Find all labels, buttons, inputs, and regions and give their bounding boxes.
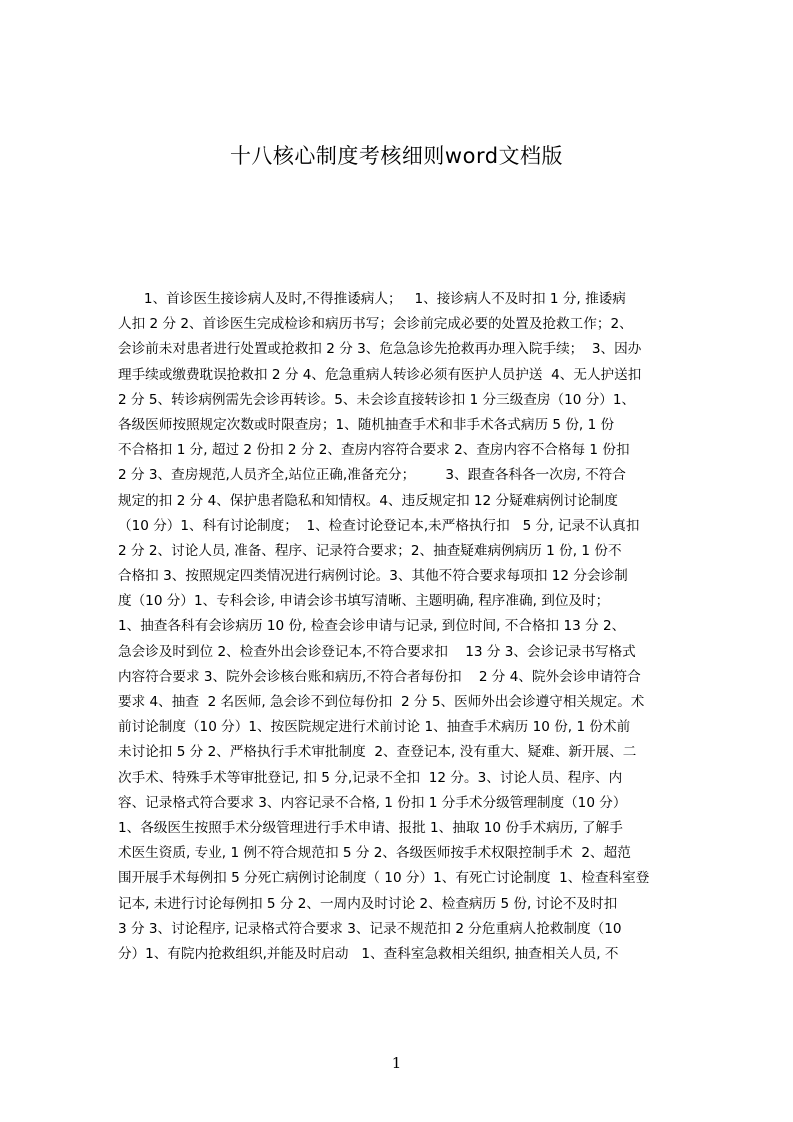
body-line: 不合格扣 1 分, 超过 2 份扣 2 分 2、查房内容符合要求 2、查房内容不合格每 1 份扣 xyxy=(118,442,630,459)
document-title: 十八核心制度考核细则word文档版 xyxy=(229,144,564,168)
body-line: 术医生资质, 专业, 1 例不符合规范扣 5 分 2、各级医师按手术权限控制手术 2、超范 xyxy=(118,845,631,862)
body-line: 2 分 3、查房规范,人员齐全,站位正确,准备充分； 3、跟查各科各一次房, 不符合 xyxy=(118,467,626,484)
body-line: 前讨论制度（10 分）1、按医院规定进行术前讨论 1、抽查手术病历 10 份, 1 份术前 xyxy=(118,719,631,736)
body-line: 合格扣 3、按照规定四类情况进行病例讨论。3、其他不符合要求每项扣 12 分会诊制 xyxy=(118,568,628,585)
body-line: 1、抽查各科有会诊病历 10 份, 检查会诊申请与记录, 到位时间, 不合格扣 13 分 2、 xyxy=(118,618,626,635)
body-line: 度（10 分）1、专科会诊, 申请会诊书填写清晰、主题明确, 程序准确, 到位及时； xyxy=(118,593,610,610)
body-line: 分）1、有院内抢救组织,并能及时启动 1、查科室急救相关组织, 抽查相关人员, 不 xyxy=(118,945,619,962)
body-line: 1、各级医生按照手术分级管理进行手术申请、报批 1、抽取 10 份手术病历, 了解手 xyxy=(118,819,623,836)
body-line: 规定的扣 2 分 4、保护患者隐私和知情权。4、违反规定扣 12 分疑难病例讨论制度 xyxy=(118,492,618,509)
body-line: 人扣 2 分 2、首诊医生完成检诊和病历书写；会诊前完成必要的处置及抢救工作；2、 xyxy=(118,316,633,333)
body-line: 2 分 5、转诊病例需先会诊再转诊。5、未会诊直接转诊扣 1 分三级查房（10 分）1、 xyxy=(118,391,636,408)
document-body xyxy=(118,287,698,1017)
body-line: 急会诊及时到位 2、检查外出会诊登记本,不符合要求扣 13 分 3、会诊记录书写格式 xyxy=(118,643,636,660)
body-line: 2 分 2、讨论人员, 准备、程序、记录符合要求；2、抽查疑难病例病历 1 份, 1 份不 xyxy=(118,542,622,559)
body-line: 围开展手术每例扣 5 分死亡病例讨论制度（ 10 分）1、有死亡讨论制度 1、检查科室登 xyxy=(118,870,650,887)
body-line: 记本, 未进行讨论每例扣 5 分 2、一周内及时讨论 2、检查病历 5 份, 讨论不及时扣 xyxy=(118,895,618,912)
body-line: 内容符合要求 3、院外会诊核台账和病历,不符合者每份扣 2 分 4、院外会诊申请符合 xyxy=(118,668,641,685)
body-line: （10 分）1、科有讨论制度； 1、检查讨论登记本,未严格执行扣 5 分, 记录不认真扣 xyxy=(118,517,640,534)
body-line: 次手术、特殊手术等审批登记, 扣 5 分,记录不全扣 12 分。3、讨论人员、程序、内 xyxy=(118,769,623,786)
body-line: 要求 4、抽查 2 名医师, 急会诊不到位每份扣 2 分 5、医师外出会诊遵守相关规定。术 xyxy=(118,694,645,710)
body-line: 3 分 3、讨论程序, 记录格式符合要求 3、记录不规范扣 2 分危重病人抢救制度（10 xyxy=(118,920,622,937)
body-line: 各级医师按照规定次数或时限查房；1、随机抽查手术和非手术各式病历 5 份, 1 份 xyxy=(118,416,615,433)
body-line: 会诊前未对患者进行处置或抢救扣 2 分 3、危急急诊先抢救再办理入院手续； 3、因办 xyxy=(118,341,642,358)
body-line: 理手续或缴费耽误抢救扣 2 分 4、危急重病人转诊必须有医护人员护送 4、无人护送扣 xyxy=(118,366,642,383)
body-line: 1、首诊医生接诊病人及时,不得推诿病人； 1、接诊病人不及时扣 1 分, 推诿病 xyxy=(118,291,626,307)
body-line: 未讨论扣 5 分 2、严格执行手术审批制度 2、查登记本, 没有重大、疑难、新开展、二 xyxy=(118,744,637,761)
body-line: 容、记录格式符合要求 3、内容记录不合格, 1 份扣 1 分手术分级管理制度（10 分） xyxy=(118,794,627,811)
page-number: 1 xyxy=(391,1054,402,1072)
